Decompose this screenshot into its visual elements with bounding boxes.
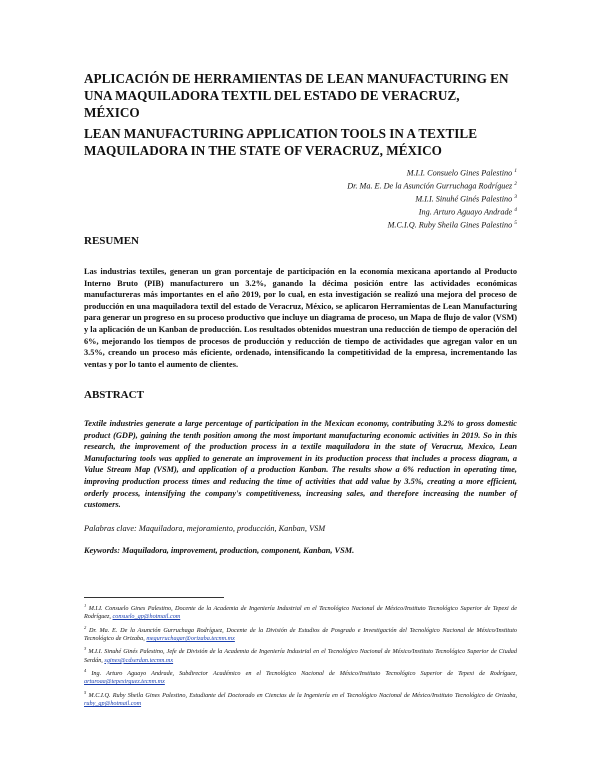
author-name: M.I.I. Sinuhé Ginés Palestino: [415, 194, 513, 204]
footnote-text: Dr. Ma. E. De la Asunción Gurruchaga Rodríguez, Docente de la División de Estudios de Posgrado e Investigación del Tecnológico Nacional de México/Instituto Tecnológico de Orizaba,: [84, 626, 518, 643]
abstract-heading: ABSTRACT: [84, 389, 144, 401]
author-line: [347, 166, 517, 179]
footnote: [84, 689, 517, 709]
footnote-email-link[interactable]: ruby_gp@hotmail.com: [84, 699, 142, 707]
footnotes: [84, 602, 517, 710]
footnote-ref: 4: [84, 667, 87, 673]
author-ref: 5: [514, 219, 517, 226]
author-line: [347, 192, 517, 205]
footnote-ref: 5: [84, 689, 87, 695]
author-ref: 3: [514, 193, 517, 200]
footnote-ref: 2: [84, 624, 87, 630]
footnote-email-link[interactable]: sgines@cdserdan.tecnm.mx: [104, 656, 174, 664]
resumen-heading: RESUMEN: [84, 235, 140, 247]
footnote-text: M.I.I. Consuelo Gines Palestino, Docente de la Academia de Ingeniería Industrial en el Tecnológico Nacional de México/Instituto Tecnológico Superior de Tepexi de Rodríguez,: [84, 605, 517, 621]
author-name: M.C.I.Q. Ruby Sheila Gines Palestino: [387, 220, 513, 230]
author-ref: 4: [514, 206, 517, 213]
keywords-english: Keywords: Maquiladora, improvement, production, component, Kanban, VSM.: [84, 546, 355, 555]
author-line: [347, 179, 517, 192]
footnote-text: M.I.I. Sinuhé Ginés Palestino, Jefe de División de la Academia de Ingeniería Industrial en el Tecnológico Nacional de México/Instituto Tecnológico Superior de Ciudad Serdán,: [84, 648, 517, 664]
footnote-separator: [84, 597, 224, 598]
footnote: [84, 602, 517, 622]
abstract-body: Textile industries generate a large percentage of participation in the Mexican economy, contributing 3.2% to gross domestic product (GDP), gaining the tenth position among the most important manufacturing economic activities in 2019. So in this research, the improvement of the production process in a textile maquiladora in the state of Veracruz, Mexico, Lean Manufacturing tools was applied to generate an improvement in its production process that includes a process diagram, a Value Stream Map (VSM), and application of a production Kanban. The results show a 6% reduction in operating time, improving production process times and reducing the time of activities that add value by 3.5%, creating a more efficient, orderly process, intensifying the company's competitiveness, increasing sales, and therefore increasing the number of customers.: [84, 419, 517, 510]
footnote-email-link[interactable]: consuelo_gp@hotmail.com: [112, 613, 181, 621]
keywords-spanish: Palabras clave: Maquiladora, mejoramiento, producción, Kanban, VSM: [84, 524, 326, 533]
footnote-email-link[interactable]: arturoaa@tepexirguez.tecnm.mx: [84, 678, 165, 686]
author-ref: 1: [514, 168, 517, 174]
title-spanish: APLICACIÓN DE HERRAMIENTAS DE LEAN MANUFACTURING EN UNA MAQUILADORA TEXTIL DEL ESTADO DE VERACRUZ, MÉXICO: [84, 71, 509, 120]
title-english: LEAN MANUFACTURING APPLICATION TOOLS IN A TEXTILE MAQUILADORA IN THE STATE OF VERACRUZ, MÉXICO: [84, 126, 478, 158]
author-name: Ing. Arturo Aguayo Andrade: [418, 207, 513, 217]
author-line: [347, 218, 517, 231]
author-list: [347, 166, 517, 231]
footnote-email-link[interactable]: megurruchagar@orizaba.tecnm.mx: [146, 635, 235, 643]
footnote: [84, 645, 517, 665]
author-line: [347, 205, 517, 218]
author-name: Dr. Ma. E. De la Asunción Gurruchaga Rodríguez: [347, 181, 513, 191]
footnote: [84, 667, 517, 687]
footnote: [84, 624, 517, 644]
footnote-ref: 3: [84, 646, 87, 652]
author-ref: 2: [514, 180, 517, 187]
footnote-ref: 1: [84, 603, 87, 608]
footnote-text: Ing. Arturo Aguayo Andrade, Subdirector Académico en el Tecnológico Nacional de México/Instituto Tecnológico Superior de Tepexi de Rodríguez,: [91, 670, 518, 678]
author-name: M.I.I. Consuelo Gines Palestino: [406, 168, 513, 178]
footnote-text: M.C.I.Q. Ruby Sheila Gines Palestino, Estudiante del Doctorado en Ciencias de la Ingeniería en el Tecnológico Nacional de México/Instituto Tecnológico de Orizaba,: [88, 691, 517, 699]
resumen-body: Las industrias textiles, generan un gran porcentaje de participación en la economía mexicana aportando al Producto Interno Bruto (PIB) manufacturero un 3.2%, ganando la décima posición entre las actividades económicas manufactureras más importantes en el año 2019, por lo cual, en esta investigación se realizó una mejora del proceso de producción en una maquiladora textil del estado de Veracruz, México, se aplicaron Herramientas de Lean Manufacturing para generar un progreso en su proceso productivo que incluye un diagrama de proceso, un Mapa de flujo de valor (VSM) y la aplicación de un Kanban de producción. Los resultados obtenidos muestran una reducción de tiempo de operación del 6%, mejorando los tiempos de procesos de producción y reducción de tiempo de actividades que agregan valor en un 3.5%, creando un proceso más eficiente, ordenado, intensificando la competitividad de la empresa, incrementando las ventas y por lo tanto el aumento de clientes.: [84, 267, 517, 369]
